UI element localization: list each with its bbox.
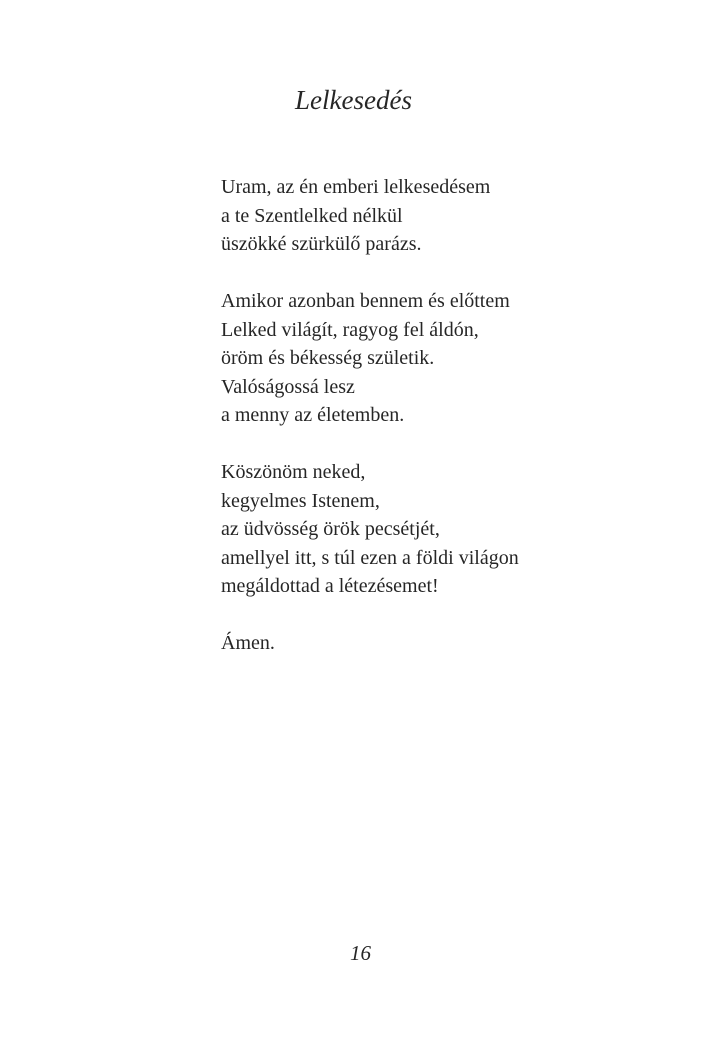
poem-line: Amikor azonban bennem és előttem — [221, 290, 510, 312]
poem-line: amellyel itt, s túl ezen a földi világon — [221, 546, 519, 569]
poem-line: öröm és békesség születik. — [221, 347, 435, 369]
poem-line: üszökké szürkülő parázs. — [221, 233, 422, 255]
stanza-2 — [221, 287, 681, 430]
poem-line: a te Szentlelked nélkül — [221, 204, 403, 227]
poem-line: Lelked világít, ragyog fel áldón, — [221, 318, 479, 341]
poem-line: kegyelmes Istenem, — [221, 489, 380, 512]
stanza-1 — [221, 173, 681, 259]
poem-title — [0, 80, 711, 120]
poem-line: Ámen. — [221, 632, 275, 654]
page-number-text: 16 — [350, 941, 371, 965]
poem-line: a menny az életemben. — [221, 404, 405, 426]
stanza-4 — [221, 629, 681, 658]
poem-line: az üdvösség örök pecsétjét, — [221, 518, 440, 540]
page-number — [0, 939, 711, 967]
poem-line: Uram, az én emberi lelkesedésem — [221, 176, 491, 198]
stanza-3 — [221, 458, 681, 601]
poem-body — [221, 173, 681, 686]
poem-line: megáldottad a létezésemet! — [221, 575, 439, 597]
poem-line: Valóságossá lesz — [221, 375, 355, 398]
poem-line: Köszönöm neked, — [221, 461, 366, 483]
poem-title-text: Lelkesedés — [295, 85, 412, 115]
